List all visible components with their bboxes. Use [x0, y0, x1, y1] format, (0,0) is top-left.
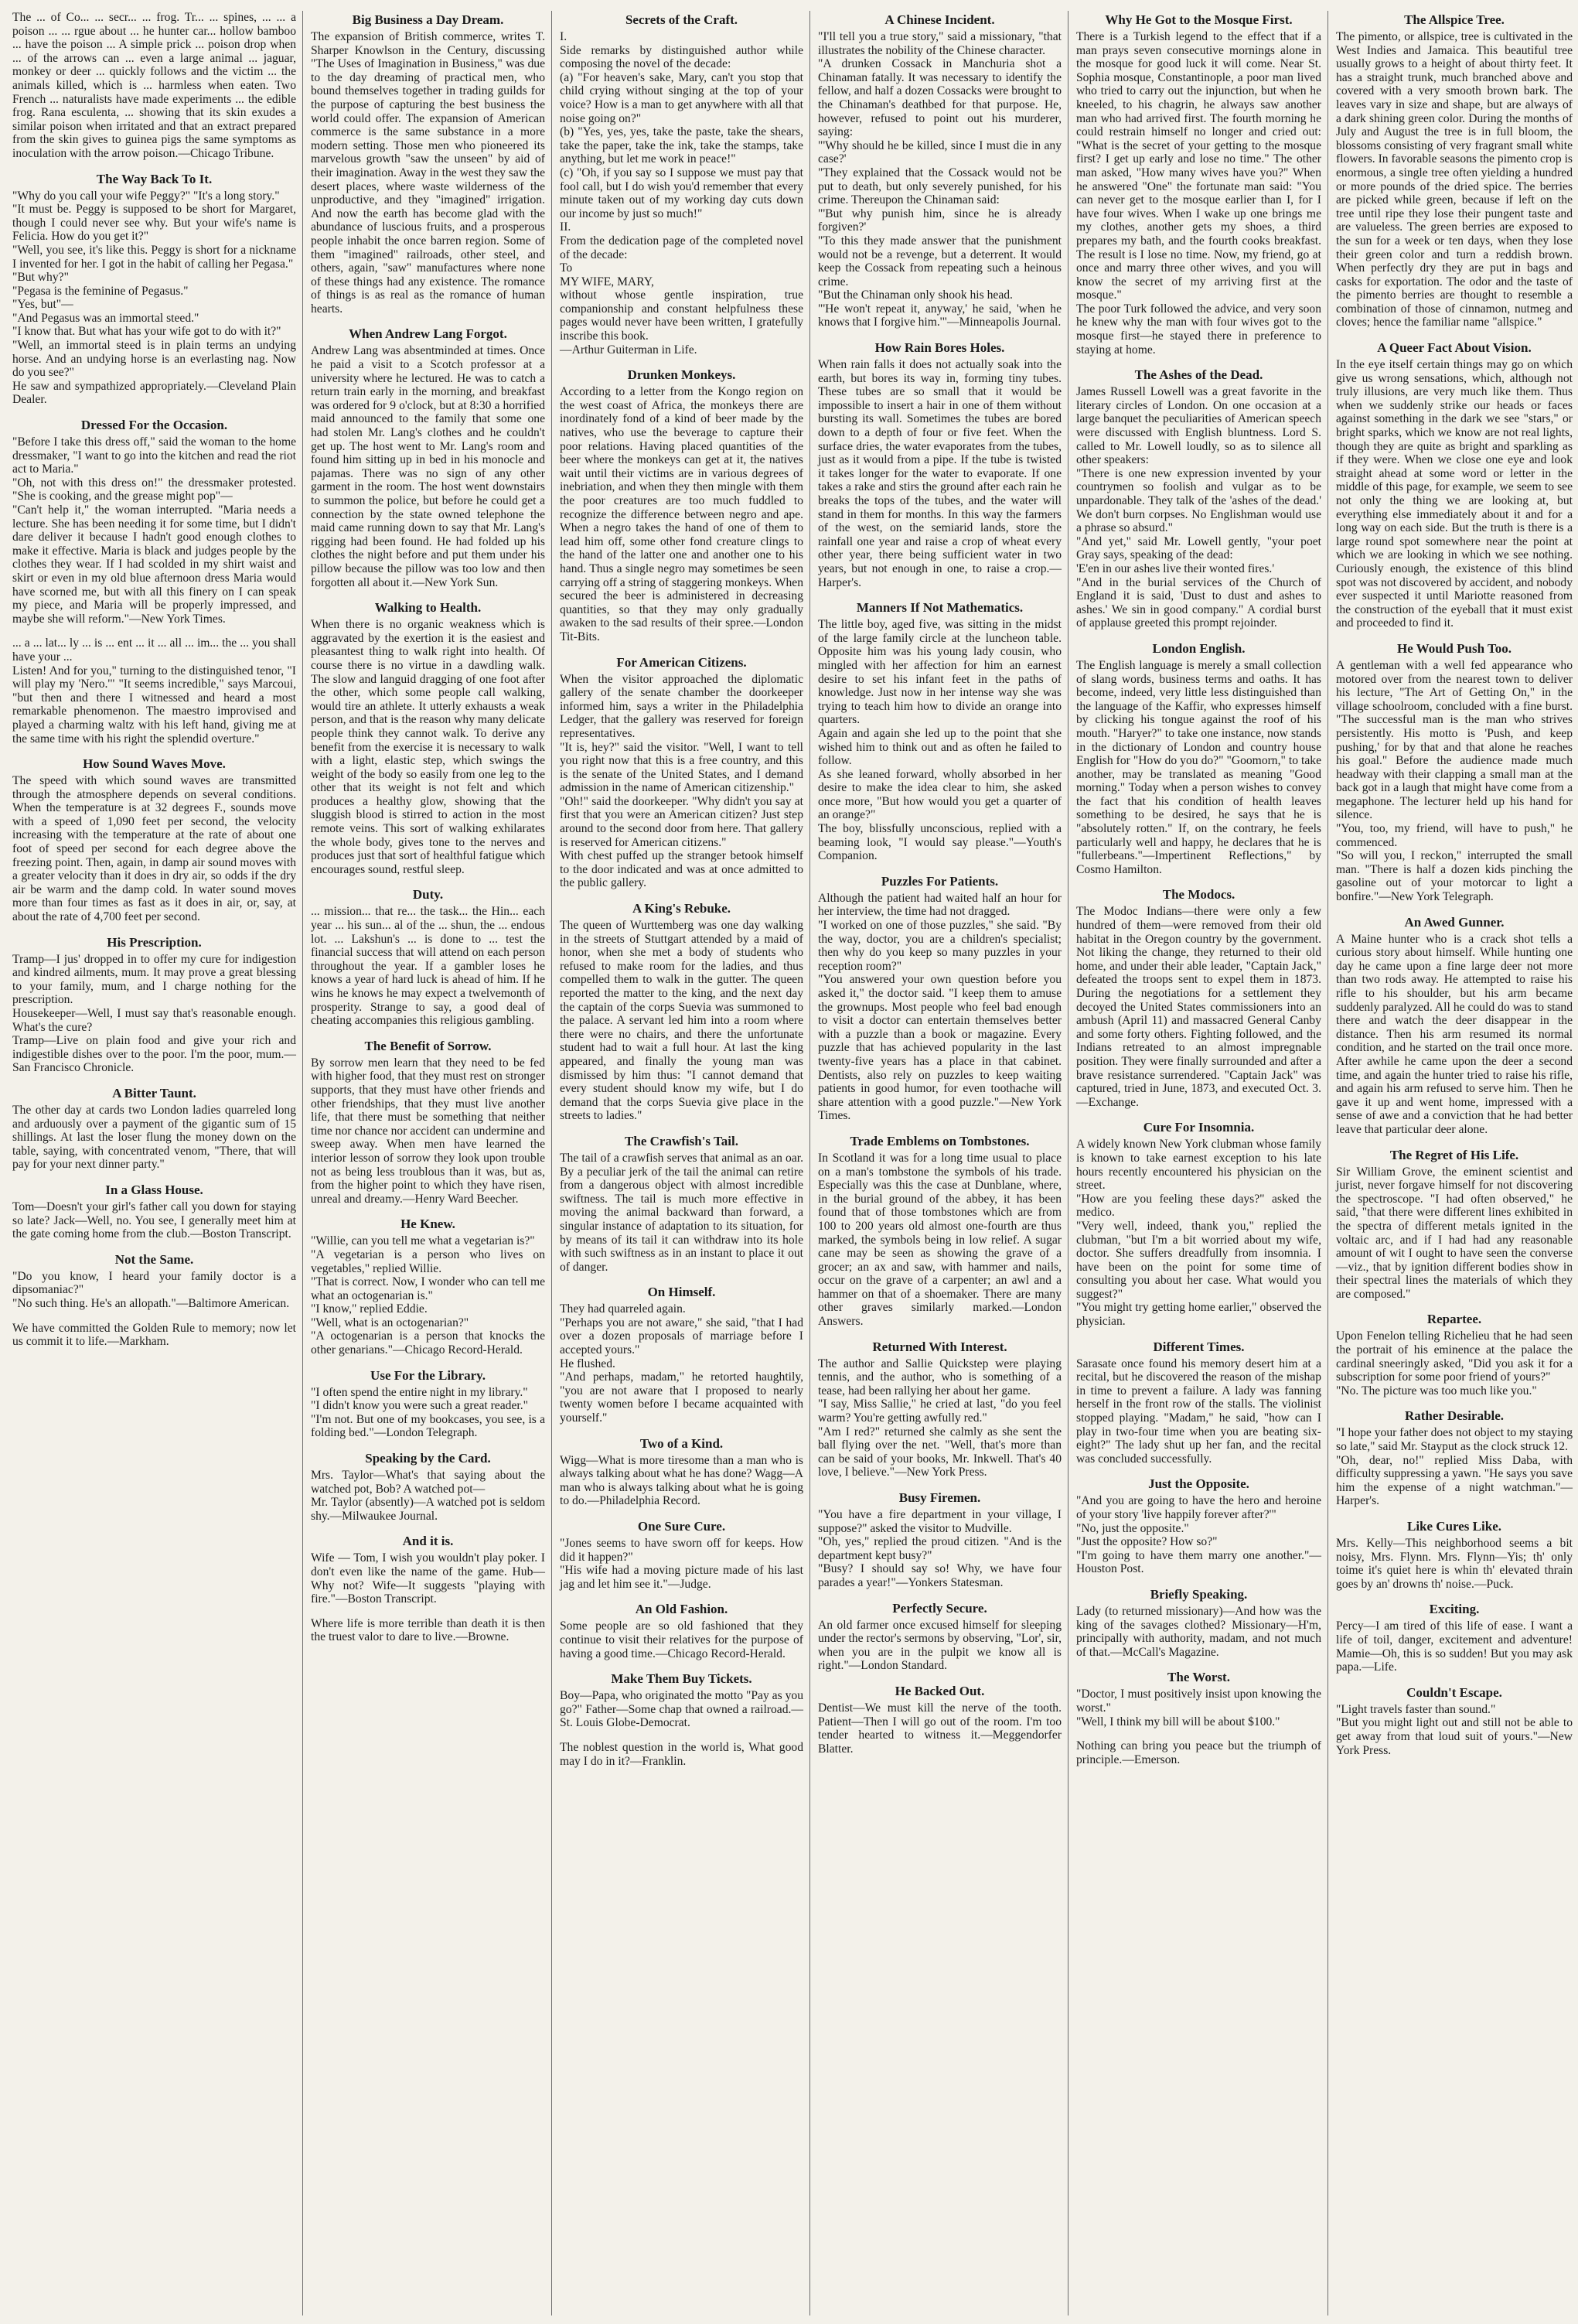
article-headline: The Modocs.	[1162, 887, 1235, 903]
article-body: The ... of Co... ... secr... ... frog. Tr... ... spines, ... ... a poison ... ... rgue about ... he hunter car... hollow bamboo ... have the poison ... A simple prick ... poison drop when ... of the arrows can ... even a large animal ... jaguar, monkey or deer ... quickly follows and the victim ... the animals killed, which is ... harmless when eaten. Two French ... naturalists have made experiments ... the edible frog. Rana esculenta, ... showing that its skin exudes a similar poison when irritated and that an extract prepared from the skin gives to guinea pigs the same symptoms as inoculation with the arrow poison.—Chicago Tribune.	[12, 11, 296, 160]
article-body: Sarasate once found his memory desert him at a recital, but he discovered the reason of the mishap in time to prevent a failure. A lady was fanning herself in the front row of the stalls. The violinist stopped playing. "Madam," he said, "how can I play in two-four time when you are beating six-eight?" The lady shut up her fan, and the recital was concluded successfully.	[1076, 1357, 1321, 1466]
article-headline: Exciting.	[1429, 1602, 1480, 1617]
article-headline: A Chinese Incident.	[884, 12, 995, 27]
article	[1336, 1602, 1573, 1674]
article	[818, 1601, 1062, 1673]
article	[560, 1436, 803, 1508]
article	[1076, 367, 1321, 630]
article-body: The other day at cards two London ladies quarreled long and arduously over a payment of the gigantic sum of 15 shillings. At last the loser flung the money down on the table, saying, with concentrated venom, "There, that will pay for your next dinner party."	[12, 1103, 296, 1172]
newspaper-column-1	[8, 11, 303, 2315]
article-headline: His Prescription.	[107, 934, 202, 950]
article-headline: Why He Got to the Mosque First.	[1105, 12, 1293, 27]
article	[311, 1617, 545, 1644]
article-headline: And it is.	[402, 1534, 454, 1549]
article	[311, 326, 545, 589]
article-headline: He Backed Out.	[895, 1683, 985, 1698]
article	[560, 901, 803, 1123]
article-headline: Just the Opposite.	[1148, 1476, 1249, 1492]
article	[12, 418, 296, 626]
article-body: The Modoc Indians—there were only a few hundred of them—were removed from their old habitat in the Oregon country by the government. Not liking the change, they returned to their old home, and under their able leader, "Captain Jack," defeated the troops sent to expel them in 1873. During the negotiations for a settlement they decoyed the United States commissioners into an ambush (April 11) and massacred General Canby and some forty others. Fighting followed, and the Indians retreated to an almost impregnable position. They were finally surrounded and after a brave resistance surrendered. "Captain Jack" was captured, tried in June, 1873, and executed Oct. 3.—Exchange.	[1076, 905, 1321, 1109]
article-body: In Scotland it was for a long time usual to place on a man's tombstone the symbols of his trade. Especially was this the case at Dunblane, where, in the burial ground of the abbey, it has been found that of those tombstones which are from 100 to 200 years old almost one-fourth are thus marked, the symbols being in low relief. A sugar cane may be seen as showing the grave of a grocer; an ax and saw, with hammer and nails, occur on the grave of a carpenter; an awl and a hammer on that of a shoemaker. There are many other graves similarly marked.—London Answers.	[818, 1151, 1062, 1329]
newspaper-column-3	[555, 11, 810, 2315]
article	[560, 1134, 803, 1274]
article-body: They had quarreled again. "Perhaps you are not aware," she said, "that I had over a dozen proposals of marriage before I accepted yours." He flushed. "And perhaps, madam," he retorted haughtily, "you are not aware that I proposed to nearly twenty women before I became acquainted with yourself."	[560, 1302, 803, 1425]
article	[1076, 1670, 1321, 1728]
article-body: Tom—Doesn't your girl's father call you down for staying so late? Jack—Well, no. You see, I generally meet him at the gate coming home from the club.—Boston Transcript.	[12, 1200, 296, 1241]
article	[560, 1671, 803, 1730]
article	[560, 12, 803, 357]
newspaper-column-5	[1072, 11, 1328, 2315]
article	[311, 12, 545, 316]
article-headline: The Worst.	[1167, 1670, 1230, 1685]
article-body: Andrew Lang was absentminded at times. Once he paid a visit to a Scotch professor at a university where he lectured. He was to catch a return train early in the morning, and breakfast was ordered for 9 o'clock, but at 8:30 a horrified maid announced to the family that some one had stolen Mr. Lang's clothes and he couldn't get up. The host went to Mr. Lang's room and found him sitting up in bed in his monocle and pajamas. There was no sign of any other garment in the room. The host went downstairs to summon the police, but before he could get a connection by the state owned telephone the maid came running down to say that Mr. Lang's rigging had been found. He had folded up his clothes the night before and put them under his pillow because the pillow was too low and then forgotten all about it.—New York Sun.	[311, 344, 545, 589]
article	[12, 1252, 296, 1311]
article	[560, 1741, 803, 1768]
article	[560, 1285, 803, 1425]
article	[818, 340, 1062, 589]
article-headline: Big Business a Day Dream.	[352, 12, 504, 27]
column-grid	[8, 11, 1573, 2315]
article-headline: Manners If Not Mathematics.	[856, 600, 1024, 616]
article-headline: Dressed For the Occasion.	[80, 418, 228, 433]
article	[1336, 915, 1573, 1137]
article	[311, 1368, 545, 1440]
article	[1336, 1685, 1573, 1757]
article	[818, 874, 1062, 1123]
article	[1336, 12, 1573, 329]
article	[311, 1451, 545, 1523]
article-body: The pimento, or allspice, tree is cultivated in the West Indies and Jamaica. This beautiful tree usually grows to a height of about thirty feet. It has a straight trunk, much branched above and covered with a very smooth brown bark. The leaves vary in size and shape, but are always of a dark shining green color. During the months of July and August the tree is in full bloom, the blossoms consisting of very fragrant small white flowers. In favorable seasons the pimento crop is enormous, a single tree often yielding a hundred or more pounds of the dried spice. The berries are picked while green, because if left on the tree until ripe they lose their pungent taste and are valueless. The green berries are exposed to the sun for a week or ten days, when they lose their green color and turn a reddish brown. When perfectly dry they are put in bags and casks for exportation. The odor and the taste of the pimento berries are thought to resemble a combination of those of cinnamon, nutmeg and cloves; hence the familiar name "allspice."	[1336, 30, 1573, 329]
article-body: Boy—Papa, who originated the motto "Pay as you go?" Father—Some chap that owned a railroad.—St. Louis Globe-Democrat.	[560, 1689, 803, 1730]
article	[12, 636, 296, 746]
article-headline: How Rain Bores Holes.	[874, 340, 1005, 356]
article-headline: Not the Same.	[114, 1251, 194, 1267]
article-body: "I'll tell you a true story," said a missionary, "that illustrates the nobility of the Chinese character. "A drunken Cossack in Manchuria shot a Chinaman fatally. It was necessary to identify the fellow, and half a dozen Cossacks were brought to the Chinaman's deathbed for that purpose. He, however, refused to point out his murderer, saying: "'Why should he be killed, since I must die in any case?' "They explained that the Cossack would not be put to death, but only severely punished, for his crime. Thereupon the Chinaman said: "'But why punish him, since he is already forgiven?' "To this they made answer that the punishment would not be a revenge, but a deterrent. It would keep the Cossack from repeating such a heinous crime. "But the Chinaman only shook his head. "'He won't repeat it, anyway,' he said, 'when he knows that I forgive him.'"—Minneapolis Journal.	[818, 30, 1062, 329]
article	[311, 1534, 545, 1606]
article-headline: The Regret of His Life.	[1389, 1147, 1519, 1162]
article-body: Although the patient had waited half an hour for her interview, the time had not dragged. "I worked on one of those puzzles," she said. "By the way, doctor, you are a children's specialist; then why do you keep so many puzzles in your reception room?" "You answered your own question before you asked it," the doctor said. "I keep them to amuse the grownups. Most people who feel bad enough to visit a doctor can entertain themselves better with a puzzle than a book or magazine. Every puzzle that has achieved popularity in the last twenty-five years has a place in that cabinet. Dentists, also rely on puzzles to keep waiting patients in good humor, for even toothache will share attention with a good puzzle."—New York Times.	[818, 891, 1062, 1123]
article-body: Lady (to returned missionary)—And how was the king of the savages clothed? Missionary—H'm, principally with authority, madam, and not much of that.—McCall's Magazine.	[1076, 1604, 1321, 1659]
article-body: In the eye itself certain things may go on which give us wrong sensations, which, although not truly illusions, are very much like them. Thus when we suddenly strike our heads or faces against something in the dark we see "stars," or bright sparks, which we know are not real lights, though they are quite as bright and sparkling as if they were. When we close one eye and look straight ahead at some word or letter in the middle of this page, for example, we seem to see not only the thing we are looking at, but everything else immediately about it and for a long way on each side. But the truth is there is a large round spot somewhere near the point at which we are looking in which we see nothing. Curiously enough, the existence of this blind spot was not discovered by accident, and nobody ever suspected it until Mariotte reasoned from the construction of the eyeball that it must exist and proceeded to find it.	[1336, 358, 1573, 630]
article-body: Sir William Grove, the eminent scientist and jurist, never forgave himself for not discovering the spectroscope. "I had often observed," he said, "that there were different lines exhibited in the spectra of different metals ignited in the voltaic arc, and if I had had any reasonable amount of wit I ought to have seen the converse—viz., that by ignition different bodies show in their spectral lines the materials of which they are composed."	[1336, 1165, 1573, 1301]
article-body: Wigg—What is more tiresome than a man who is always talking about what he has done? Wagg—A man who is always talking about what he is going to do.—Philadelphia Record.	[560, 1453, 803, 1508]
article-headline: Puzzles For Patients.	[881, 873, 999, 889]
article-body: Percy—I am tired of this life of ease. I want a life of toil, danger, excitement and adventure! Mamie—Oh, this is so sudden! But you may ask papa.—Life.	[1336, 1619, 1573, 1674]
article-headline: On Himself.	[647, 1285, 716, 1300]
article-body: "Do you know, I heard your family doctor is a dipsomaniac?" "No such thing. He's an allopath."—Baltimore American.	[12, 1269, 296, 1310]
article-headline: An Awed Gunner.	[1404, 914, 1505, 930]
article-body: The little boy, aged five, was sitting in the midst of the large family circle at the luncheon table. Opposite him was his young lady cousin, who mingled with her affection for him an earnest desire to set his infant feet in the paths of knowledge. Just now in her intense way she was trying to teach him how to divide an orange into quarters. Again and again she led up to the point that she wished him to think out and as often he failed to follow. As she leaned forward, wholly absorbed in her desire to make the idea clear to him, she asked once more, "But how would you get a quarter of an orange?" The boy, blissfully unconscious, replied with a beaming look, "I would say please."—Youth's Companion.	[818, 618, 1062, 863]
article-body: "Why do you call your wife Peggy?" "It's a long story." "It must be. Peggy is supposed to be short for Margaret, though I could never see why. But your wife's name is Felicia. How do you get it?" "Well, you see, it's like this. Peggy is short for a nickname I invented for her. I got in the habit of calling her Pegasa." "But why?" "Pegasa is the feminine of Pegasus." "Yes, but"— "And Pegasus was an immortal steed." "I know that. But what has your wife got to do with it?" "Well, an immortal steed is in plain terms an undying horse. And an undying horse is an everlasting nag. Now do you see?" He saw and sympathized appropriately.—Cleveland Plain Dealer.	[12, 189, 296, 407]
article	[818, 1134, 1062, 1329]
article-body: Upon Fenelon telling Richelieu that he had seen the portrait of his eminence at the palace the cardinal sneeringly asked, "Did you ask it for a subscription for some poor friend of yours?" "No. The picture was too much like you."	[1336, 1329, 1573, 1397]
article	[1076, 12, 1321, 357]
article-headline: An Old Fashion.	[635, 1602, 728, 1617]
article-headline: Perfectly Secure.	[892, 1600, 987, 1616]
article-body: James Russell Lowell was a great favorite in the literary circles of London. On one occasion at a large banquet the peculiarities of American speech were discussed with English bluntness. Lord S. called to Mr. Lowell loudly, so as to silence all other speakers: "There is one new expression invented by your countrymen so foolish and vulgar as to be unpardonable. They talk of the 'ashes of the dead.' We don't burn corpses. No Englishman would use a phrase so absurd." "And yet," said Mr. Lowell gently, "your poet Gray says, speaking of the dead: 'E'en in our ashes live their wonted fires.' "And in the burial services of the Church of England it is said, 'Dust to dust and ashes to ashes.' We sin in good company." A cordial burst of applause greeted this prompt rejoinder.	[1076, 385, 1321, 630]
article-headline: One Sure Cure.	[637, 1519, 726, 1534]
article-headline: Drunken Monkeys.	[627, 367, 736, 383]
article	[1076, 1739, 1321, 1766]
article-body: The tail of a crawfish serves that animal as an oar. By a peculiar jerk of the tail the animal can retire from a dangerous object with almost incredible swiftness. The tail is much more effective in moving the animal backward than forward, a singular instance of adaptation to its situation, for by means of its tail it can withdraw into its hole with such swiftness as in an instant to place it out of danger.	[560, 1151, 803, 1274]
article	[560, 367, 803, 643]
article	[1076, 1339, 1321, 1466]
article-body: The queen of Wurttemberg was one day walking in the streets of Stuttgart attended by a maid of honor, when she met a body of students who refused to make room for the ladies, and thus compelled them to walk in the gutter. The queen reported the matter to the king, and the next day the captain of the corps Suevia was summoned to the palace. A servant led him into a room where there were no chairs, and there the unfortunate student had to wait a full hour. At last the king appeared, and finally the young man was dismissed by him thus: "I cannot demand that every student should know my wife, but I do demand that the corps Suevia give place in the streets to ladies."	[560, 919, 803, 1123]
article-body: Nothing can bring you peace but the triumph of principle.—Emerson.	[1076, 1739, 1321, 1766]
article-body: By sorrow men learn that they need to be fed with higher food, that they must rest on stronger supports, that they must have other friends and other friendships, that they must live another life, that there must be something that neither time nor chance nor accident can undermine and sweep away. When men have learned the interior lesson of sorrow they look upon trouble not as being less troublous than it was, but as, from the higher point to which they have risen, unreal and dreamy.—Henry Ward Beecher.	[311, 1056, 545, 1206]
article	[311, 1217, 545, 1357]
newspaper-column-4	[813, 11, 1068, 2315]
article	[1076, 1587, 1321, 1659]
article-body: When the visitor approached the diplomatic gallery of the senate chamber the doorkeeper informed him, says a writer in the Philadelphia Ledger, that the gallery was reserved for foreign representatives. "It is, hey?" said the visitor. "Well, I want to tell you right now that this is a free country, and this is the senate of the United States, and I demand admission in the name of American citizenship." "Oh!" said the doorkeeper. "Why didn't you say at first that you were an American citizen? Just step around to the second door from here. That gallery is reserved for American citizens." With chest puffed up the stranger betook himself to the door indicated and was at once admitted to the public gallery.	[560, 672, 803, 890]
article	[1076, 641, 1321, 877]
article-body: Tramp—I jus' dropped in to offer my cure for indigestion and kindred ailments, mum. It may prove a great blessing to your family, mum, and I charge nothing for the prescription. Housekeeper—Well, I must say that's reasonable enough. What's the cure? Tramp—Live on plain food and give your rich and indigestible dishes over to the poor. I'm the poor, mum.—San Francisco Chronicle.	[12, 952, 296, 1075]
article-headline: Repartee.	[1426, 1312, 1482, 1327]
article	[818, 600, 1062, 863]
article-body: A gentleman with a well fed appearance who motored over from the nearest town to deliver his lecture, "The Art of Getting On," in the village schoolroom, concluded with a fine burst. "The successful man is the man who strives persistently. His motto is 'Push, and keep pushing,' for by that and that alone he reaches his goal." Before the audience made much headway with their clapping a small man at the back got in a laugh that might have come from a megaphone. The lecturer held up his hand for silence. "You, too, my friend, will have to push," he commenced. "So will you, I reckon," interrupted the small man. "There is half a dozen kids pinching the gasoline out of your motorcar to light a bonfire."—New York Telegraph.	[1336, 658, 1573, 904]
article-body: According to a letter from the Kongo region on the west coast of Africa, the monkeys there are inordinately fond of a kind of beer made by the natives, who use the beverage to capture their poor relations. Having placed quantities of the beer where the monkeys can get at it, the natives wait until their victims are in various degrees of inebriation, and when they then mingle with them the poor creatures are too much fuddled to recognize the difference between negro and ape. When a negro takes the hand of one of them to lead him off, some other fond creature clings to the hand of the latter one and another one to his hand. Thus a single negro may sometimes be seen carrying off a string of staggering monkeys. When secured the beer is administered in decreasing quantities, so that they may only gradually awaken to the sad results of their spree.—London Tit-Bits.	[560, 385, 803, 643]
article-headline: Walking to Health.	[374, 600, 482, 616]
article-headline: Returned With Interest.	[872, 1339, 1007, 1354]
article	[12, 172, 296, 408]
article-headline: A King's Rebuke.	[632, 901, 731, 916]
article	[818, 1490, 1062, 1590]
article-body: "I hope your father does not object to my staying so late," said Mr. Stayput as the clock struck 12. "Oh, dear, no!" replied Miss Daba, with difficulty suppressing a yawn. "He says you save him the expense of a night watchman."—Harper's.	[1336, 1426, 1573, 1508]
article-body: The English language is merely a small collection of slang words, business terms and oaths. It has become, indeed, very little less distinguished than the language of the Kaffir, who expresses himself by clicking his tongue against the roof of his mouth. "Haryer?" to take one instance, now stands in the dictionary of London and country house English for "How do you do?" "Goomorn," to take another, may be translated as meaning "Good morning." Today when a person wishes to convey the fact that his condition of health leaves something to be desired, he says that he is "absolutely rotten." If, on the contrary, he feels particularly well and happy, he declares that he is "fullerbeans."—Impertinent Reflections," by Cosmo Hamilton.	[1076, 658, 1321, 876]
article	[311, 600, 545, 876]
article-body: "Light travels faster than sound." "But you might light out and still not be able to get away from that loud suit of yours."—New York Press.	[1336, 1702, 1573, 1757]
article-headline: A Queer Fact About Vision.	[1377, 340, 1532, 356]
article-body: We have committed the Golden Rule to memory; now let us commit it to life.—Markham.	[12, 1321, 296, 1349]
article-body: A widely known New York clubman whose family is known to take earnest exception to his late hours recently encountered his physician on the street. "How are you feeling these days?" asked the medico. "Very well, indeed, thank you," replied the clubman, "but I'm a bit worried about my wife, doctor. She suffers dreadfully from insomnia. I have been on the point for some time of consulting you about her case. What would you suggest?" "You might try getting home earlier," observed the physician.	[1076, 1138, 1321, 1329]
article	[1336, 1312, 1573, 1397]
article	[560, 1602, 803, 1660]
article	[12, 1182, 296, 1241]
article-body: Where life is more terrible than death it is then the truest valor to dare to live.—Browne.	[311, 1616, 545, 1644]
article-body: "Before I take this dress off," said the woman to the home dressmaker, "I want to go into the kitchen and read the riot act to Maria." "Oh, not with this dress on!" the dressmaker protested. "She is cooking, and the grease might pop"— "Can't help it," the woman interrupted. "Maria needs a lecture. She has been needing it for some time, but I didn't dare deliver it because I hadn't good enough clothes to make it effective. Maria is black and judges people by the clothes they wear. If I had scolded in my shirt waist and skirt or even in my old blue afternoon dress Maria would have scorned me, but with all this finery on I can speak my piece, and Maria will be properly impressed, and maybe she will reform."—New York Times.	[12, 435, 296, 626]
article-body: Mrs. Taylor—What's that saying about the watched pot, Bob? A watched pot— Mr. Taylor (absently)—A watched pot is seldom shy.—Milwaukee Journal.	[311, 1469, 545, 1523]
article-headline: Different Times.	[1153, 1339, 1245, 1354]
article-headline: Briefly Speaking.	[1150, 1586, 1248, 1602]
article-body: A Maine hunter who is a crack shot tells a curious story about himself. While hunting one day he came upon a fine large deer not more than two rods away. He attempted to raise his rifle to his shoulder, but his arm became suddenly paralyzed. All he could do was to stand there and watch the deer disappear in the distance. Then his arm resumed its normal condition, and he started on the trail once more. After awhile he came upon the deer a second time, and again the hunter tried to raise his rifle, and again his arm refused to serve him. Then he gave it up and went home, impressed with a sense of awe and a conviction that he had better leave that particular deer alone.	[1336, 932, 1573, 1136]
article-headline: The Ashes of the Dead.	[1134, 367, 1263, 383]
article-headline: The Way Back To It.	[96, 171, 213, 186]
article-body: Some people are so old fashioned that they continue to visit their relatives for the purpose of having a good time.—Chicago Record-Herald.	[560, 1619, 803, 1660]
article-body: ... a ... lat... ly ... is ... ent ... it ... all ... im... the ... you shall have your ... Listen! And for you," turning to the distinguished tenor, "I will play my 'Nero.'" "It seems incredible," says Marcoui, "but then and there I witnessed and heard a most remarkable phenomenon. The maestro improvised and played a charming waltz with his left hand, giving me at the same time with his right the splendid overture."	[12, 636, 296, 746]
article-headline: Speaking by the Card.	[365, 1451, 491, 1466]
article-headline: Duty.	[412, 887, 444, 903]
article-headline: Use For the Library.	[370, 1367, 486, 1383]
article-headline: Cure For Insomnia.	[1143, 1120, 1255, 1135]
article-headline: He Would Push Too.	[1396, 640, 1512, 656]
article	[560, 1519, 803, 1591]
article-body: The noblest question in the world is, What good may I do in it?—Franklin.	[560, 1740, 803, 1768]
article-headline: London English.	[1152, 640, 1246, 656]
article-body: Dentist—We must kill the nerve of the tooth. Patient—Then I will go out of the room. I'm too tender hearted to witness it.—Meggendorfer Blatter.	[818, 1701, 1062, 1756]
article	[560, 655, 803, 891]
article-headline: Rather Desirable.	[1404, 1408, 1505, 1424]
article-headline: In a Glass House.	[105, 1182, 203, 1197]
article-headline: Couldn't Escape.	[1406, 1684, 1502, 1700]
article	[311, 1039, 545, 1206]
article	[1336, 1408, 1573, 1508]
article	[1336, 1519, 1573, 1591]
article-headline: Secrets of the Craft.	[625, 12, 738, 27]
article-headline: He Knew.	[400, 1217, 455, 1232]
article-headline: The Benefit of Sorrow.	[364, 1038, 492, 1053]
article	[311, 887, 545, 1027]
article-body: An old farmer once excused himself for sleeping under the rector's sermons by observing, "Lor', sir, when you are in the pulpit we know all is right."—London Standard.	[818, 1618, 1062, 1673]
article-body: "Willie, can you tell me what a vegetarian is?" "A vegetarian is a person who lives on vegetables," replied Willie. "That is correct. Now, I wonder who can tell me what an octogenarian is." "I know," replied Eddie. "Well, what is an octogenarian?" "A octogenarian is a person that knocks the other genarians."—Chicago Record-Herald.	[311, 1234, 545, 1357]
newspaper-column-6	[1331, 11, 1578, 2315]
article-headline: When Andrew Lang Forgot.	[349, 326, 507, 342]
article-headline: How Sound Waves Move.	[83, 756, 226, 772]
article-body: When rain falls it does not actually soak into the earth, but bores its way in, forming tiny tubes. These tubes are so small that it would be impossible to insert a hair in one of them without bursting its wall. Sometimes the tubes are bored down to a depth of four or five feet. When the surface dries, the water evaporates from the tubes, just as it would from a pipe. If the tube is twisted it takes longer for the water to evaporate. If one takes a rake and stirs the ground after each rain he breaks the tops of the tubes, and the water will stand in them for months. In this way the farmers of the west, on the semiarid lands, store the rainfall one year and raise a crop of wheat every other year, there being sufficient water in two years, but not enough in one, to raise a crop.—Harper's.	[818, 358, 1062, 589]
article	[1076, 1476, 1321, 1576]
article-body: The author and Sallie Quickstep were playing tennis, and the author, who is something of a tease, had been rallying her about her game. "I say, Miss Sallie," he cried at last, "do you feel warm? You're getting awfully red." "Am I red?" returned she calmly as she sent the ball flying over the net. "Well, that's more than can be said of your books, Mr. Inkwell. That's 40 love, I believe."—New York Press.	[818, 1357, 1062, 1479]
article	[12, 935, 296, 1075]
newspaper-column-2	[306, 11, 552, 2315]
article	[12, 756, 296, 924]
article-body: "And you are going to have the hero and heroine of your story 'live happily forever after?'" "No, just the opposite." "Just the opposite? How so?" "I'm going to have them marry one another."—Houston Post.	[1076, 1494, 1321, 1576]
article	[12, 1086, 296, 1172]
article	[818, 1684, 1062, 1756]
article-headline: Two of a Kind.	[639, 1435, 724, 1451]
article-body: "I often spend the entire night in my library." "I didn't know you were such a great reader." "I'm not. But one of my bookcases, you see, is a folding bed."—London Telegraph.	[311, 1385, 545, 1440]
article-body: "Doctor, I must positively insist upon knowing the worst." "Well, I think my bill will be about $100."	[1076, 1688, 1321, 1728]
article-headline: Make Them Buy Tickets.	[611, 1671, 752, 1687]
article-headline: The Crawfish's Tail.	[625, 1133, 738, 1148]
article-headline: A Bitter Taunt.	[112, 1085, 196, 1101]
article	[1076, 887, 1321, 1109]
article	[1076, 1120, 1321, 1328]
article	[818, 12, 1062, 329]
article-body: "You have a fire department in your village, I suppose?" asked the visitor to Mudville. "Oh, yes," replied the proud citizen. "And is the department kept busy?" "Busy? I should say so! Why, we have four parades a year!"—Yonkers Statesman.	[818, 1508, 1062, 1589]
article-body: "Jones seems to have sworn off for keeps. How did it happen?" "His wife had a moving picture made of his last jag and let him see it."—Judge.	[560, 1537, 803, 1591]
article	[818, 1339, 1062, 1479]
article-body: When there is no organic weakness which is aggravated by the exertion it is the easiest and pleasantest thing to walk right into health. Of course there is no virtue in a dawdling walk. The slow and languid dragging of one foot after the other, which some people call walking, would tire an athlete. It utterly exhausts a weak person, and that is the reason why many delicate people think they cannot walk. To derive any benefit from the exercise it is necessary to walk with a light, elastic step, which swings the weight of the body so easily from one leg to the other that its weight is not felt and which produces a healthy glow, showing that the sluggish blood is stirred to action in the most remote veins. This sort of walking exhilarates the whole body, gives tone to the nerves and produces just that sort of healthful fatigue which encourages sound, restful sleep.	[311, 618, 545, 876]
article-body: ... mission... that re... the task... the Hin... each year ... his sun... al of the ... shun, the ... endous lot. ... Lakshun's ... is done to ... test the financial success that will attend on each person throughout the year. If a gambler loses he knows a year of hard luck is ahead of him. If he wins he knows he may expect a twelvemonth of prosperity. Strange to say, a good deal of cheating accompanies this religious gambling.	[311, 905, 545, 1028]
article	[12, 11, 296, 161]
article-headline: Busy Firemen.	[898, 1490, 981, 1505]
article-headline: Trade Emblems on Tombstones.	[850, 1133, 1030, 1148]
article	[1336, 1148, 1573, 1302]
article-body: The expansion of British commerce, writes T. Sharper Knowlson in the Century, discussing "The Uses of Imagination in Business," was due to the day dreaming of practical men, who bound themselves together in trading guilds for the purpose of capturing the best business the world could offer. The expansion of American commerce is the same substance in a more modern setting. Those men who pioneered its marvelous growth "saw the unseen" by aid of their imagination. Away in the west they saw the desert places, where waste wilderness of the unproductive, and they "imagined" irrigation. And now the earth has become glad with the abundance of luscious fruits, and a prosperous people inhabit the once barren region. Some of them "imagined" railroads, other steel, and others, again, "saw" manufactures where none of these things had any existence. The romance of things is as real as the romance of human hearts.	[311, 30, 546, 316]
article	[1336, 641, 1573, 904]
article-body: Mrs. Kelly—This neighborhood seems a bit noisy, Mrs. Flynn. Mrs. Flynn—Yis; th' only toime it's quiet here is whin th' elevated thrain goes by an' drowns th' noise.—Puck.	[1336, 1537, 1573, 1591]
article-body: There is a Turkish legend to the effect that if a man prays seven consecutive mornings alone in the mosque for good luck it will come. Near St. Sophia mosque, Constantinople, a poor man lived who tried to carry out the injunction, but when he kneeled, to his chagrin, he always saw another man who had arrived first. The fourth morning he could restrain himself no longer and cried out: "What is the secret of your getting to the mosque first? I get up early and lose no time." The other man asked, "How many wives have you?" When he answered "One" the fortunate man said: "You can never get to the mosque earlier than I, for I have four wives. When I wake up one brings me my clothes, another gets my shoes, a third prepares my bath, and the fourth cooks breakfast. The result is I lose no time. Now, my friend, go at once and marry three other wives, and you will know the secret of my arriving first at the mosque." The poor Turk followed the advice, and very soon he knew why the man with four wives got to the mosque first—he stayed there in preference to staying at home.	[1076, 30, 1321, 357]
article-body: The speed with which sound waves are transmitted through the atmosphere depends on several conditions. When the temperature is at 32 degrees F., sounds move with a speed of 1,090 feet per second, the velocity increasing with the temperature at the rate of about one foot of speed per second for each degree above the freezing point. Then, again, in damp air sound moves with a greater velocity than it does in dry air, so odds if the dry air be warm and the damp cold. In water sound moves more than four times as fast as it does in air, or, say, at about the rate of 4,700 feet per second.	[12, 774, 296, 924]
article-headline: For American Citizens.	[616, 654, 747, 670]
article-body: Wife — Tom, I wish you wouldn't play poker. I don't even like the name of the game. Hub—Why not? Wife—It suggests "playing with fire."—Boston Transcript.	[311, 1551, 545, 1606]
article	[1336, 340, 1573, 630]
article-headline: The Allspice Tree.	[1404, 12, 1505, 27]
article	[12, 1322, 296, 1349]
article-headline: Like Cures Like.	[1406, 1519, 1501, 1534]
article-body: I. Side remarks by distinguished author while composing the novel of the decade: (a) "For heaven's sake, Mary, can't you stop that child crying without singing at the top of your voice? How is a man to get anywhere with all that noise going on?" (b) "Yes, yes, yes, take the paste, take the shears, take the paper, take the ink, take the stamps, take anything, but let me work in peace!" (c) "Oh, if you say so I suppose we must pay that fool call, but I do wish you'd remember that every minute taken out of my working day cuts down our income by just so much!" II. From the dedication page of the completed novel of the decade: To MY WIFE, MARY, without whose gentle inspiration, true companionship and constant helpfulness these pages would never have been written, I gratefully inscribe this book. —Arthur Guiterman in Life.	[560, 30, 803, 357]
